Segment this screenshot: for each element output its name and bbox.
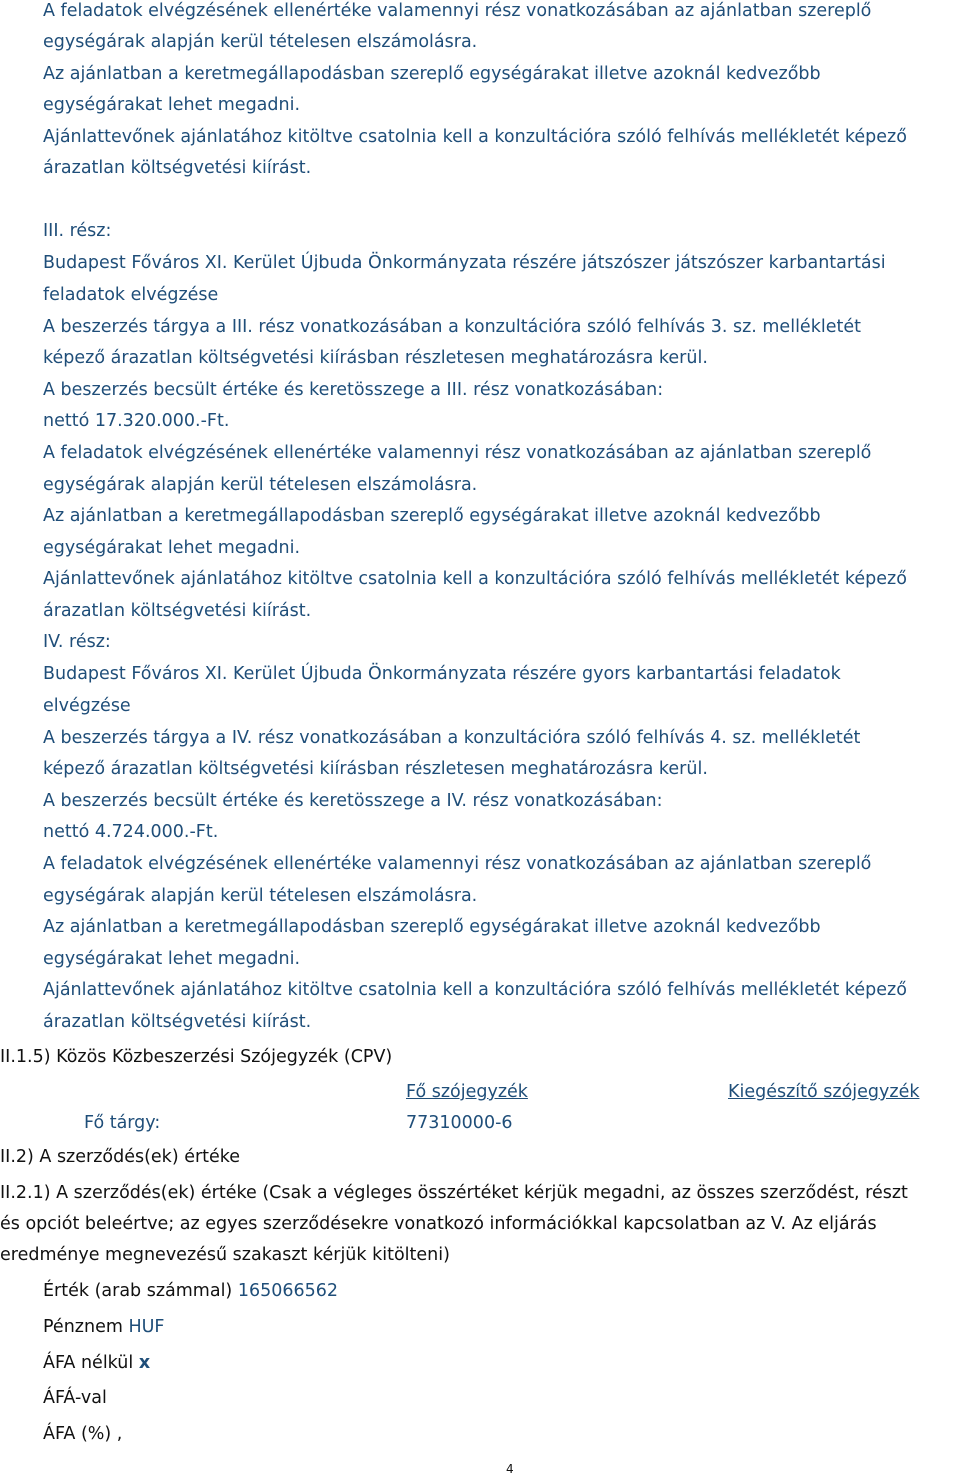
body-line: Az ajánlatban a keretmegállapodásban szereplő egységárakat illetve azoknál kedvezőbb: [43, 64, 821, 84]
body-line: egységárak alapján kerül tételesen elszámolásra.: [43, 32, 478, 52]
body-line: egységárak alapján kerül tételesen elszámolásra.: [43, 475, 478, 495]
cpv-main-header: Fő szójegyzék: [406, 1082, 528, 1102]
vat-excl-mark: x: [138, 1353, 151, 1373]
vat-excl-row: [43, 1352, 150, 1374]
body-line: III. rész:: [43, 221, 112, 241]
body-line: A feladatok elvégzésének ellenértéke valamennyi rész vonatkozásában az ajánlatban szereplő: [43, 1, 872, 21]
body-line: A feladatok elvégzésének ellenértéke valamennyi rész vonatkozásában az ajánlatban szereplő: [43, 443, 872, 463]
value-label: Érték (arab számmal): [43, 1281, 233, 1301]
body-line: egységárak alapján kerül tételesen elszámolásra.: [43, 886, 478, 906]
body-line: A beszerzés becsült értéke és keretösszege a III. rész vonatkozásában:: [43, 380, 664, 400]
body-line: IV. rész:: [43, 632, 111, 652]
body-line: nettó 17.320.000.-Ft.: [43, 411, 230, 431]
body-line: Az ajánlatban a keretmegállapodásban szereplő egységárakat illetve azoknál kedvezőbb: [43, 506, 821, 526]
currency-row: [43, 1316, 165, 1338]
body-line: Budapest Főváros XI. Kerület Újbuda Önkormányzata részére játszószer játszószer karbantartási: [43, 253, 886, 273]
body-line: Az ajánlatban a keretmegállapodásban szereplő egységárakat illetve azoknál kedvezőbb: [43, 917, 821, 937]
body-line: A beszerzés becsült értéke és keretösszege a IV. rész vonatkozásában:: [43, 791, 663, 811]
value-amount: 165066562: [237, 1281, 339, 1301]
value-intro-2: és opciót beleértve; az egyes szerződésekre vonatkozó információkkal kapcsolatban az V. Az eljárás: [0, 1214, 877, 1234]
vat-pct-label: ÁFA (%) ,: [43, 1424, 123, 1444]
body-line: egységárakat lehet megadni.: [43, 95, 301, 115]
body-line: Ajánlattevőnek ajánlatához kitöltve csatolnia kell a konzultációra szóló felhívás mellékletét képező: [43, 980, 907, 1000]
body-line: Ajánlattevőnek ajánlatához kitöltve csatolnia kell a konzultációra szóló felhívás mellékletét képező: [43, 569, 907, 589]
cpv-extra-header: Kiegészítő szójegyzék: [728, 1082, 920, 1102]
body-line: árazatlan költségvetési kiírást.: [43, 1012, 312, 1032]
vat-excl-label: ÁFA nélkül: [43, 1353, 134, 1373]
body-line: A beszerzés tárgya a III. rész vonatkozásában a konzultációra szóló felhívás 3. sz. mellékletét: [43, 317, 861, 337]
value-intro-3: eredménye megnevezésű szakaszt kérjük kitölteni): [0, 1245, 450, 1265]
body-line: Ajánlattevőnek ajánlatához kitöltve csatolnia kell a konzultációra szóló felhívás mellékletét képező: [43, 127, 907, 147]
page-number: 4: [506, 1462, 514, 1476]
body-line: árazatlan költségvetési kiírást.: [43, 601, 312, 621]
body-line: egységárakat lehet megadni.: [43, 538, 301, 558]
vat-incl-label: ÁFÁ-val: [43, 1388, 107, 1408]
body-line: árazatlan költségvetési kiírást.: [43, 158, 312, 178]
value-row: [43, 1280, 338, 1302]
body-line: nettó 4.724.000.-Ft.: [43, 822, 219, 842]
body-line: Budapest Főváros XI. Kerület Újbuda Önkormányzata részére gyors karbantartási feladatok: [43, 664, 841, 684]
cpv-row-label: Fő tárgy:: [84, 1113, 161, 1133]
body-line: képező árazatlan költségvetési kiírásban részletesen meghatározásra kerül.: [43, 759, 708, 779]
cpv-heading: II.1.5) Közös Közbeszerzési Szójegyzék (CPV): [0, 1047, 393, 1067]
body-line: feladatok elvégzése: [43, 285, 219, 305]
value-heading: II.2) A szerződés(ek) értéke: [0, 1147, 241, 1167]
body-line: egységárakat lehet megadni.: [43, 949, 301, 969]
value-intro-1: II.2.1) A szerződés(ek) értéke (Csak a végleges összértéket kérjük megadni, az összes szerződést, részt: [0, 1183, 908, 1203]
body-line: A feladatok elvégzésének ellenértéke valamennyi rész vonatkozásában az ajánlatban szereplő: [43, 854, 872, 874]
currency-label: Pénznem: [43, 1317, 123, 1337]
currency-value: HUF: [128, 1317, 165, 1337]
body-line: A beszerzés tárgya a IV. rész vonatkozásában a konzultációra szóló felhívás 4. sz. mellékletét: [43, 728, 861, 748]
body-line: képező árazatlan költségvetési kiírásban részletesen meghatározásra kerül.: [43, 348, 708, 368]
body-line: elvégzése: [43, 696, 131, 716]
cpv-row-value: 77310000-6: [406, 1113, 513, 1133]
